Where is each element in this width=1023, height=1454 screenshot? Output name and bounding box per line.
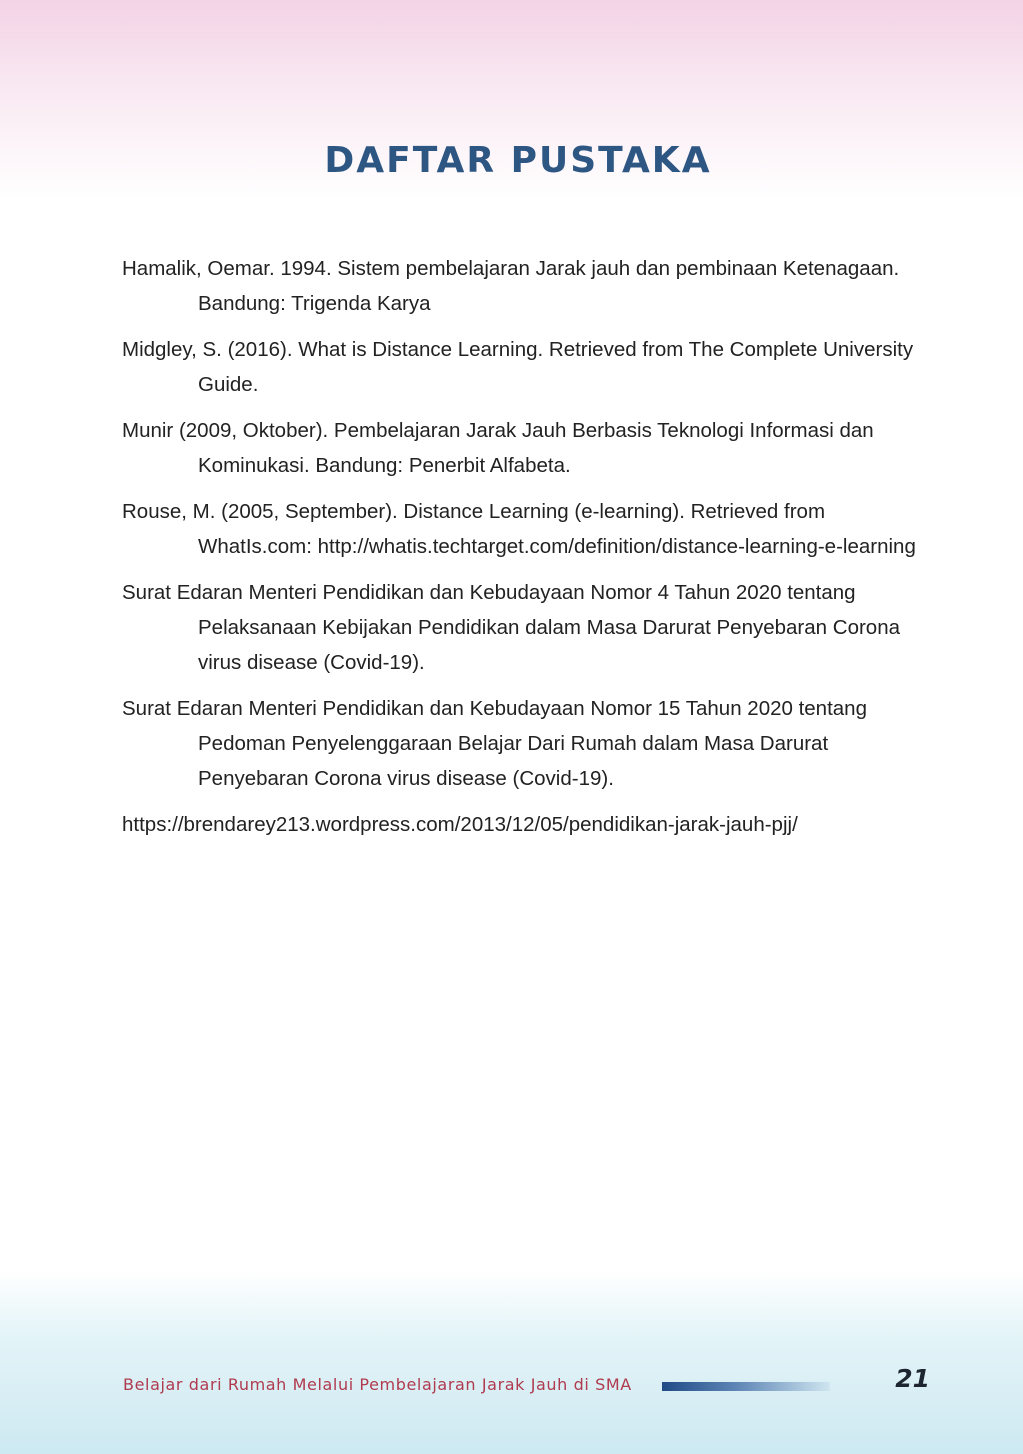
reference-list xyxy=(122,251,922,853)
reference-item: Midgley, S. (2016). What is Distance Learning. Retrieved from The Complete University Guide. xyxy=(122,338,914,396)
reference-item: https://brendarey213.wordpress.com/2013/12/05/pendidikan-jarak-jauh-pjj/ xyxy=(122,813,798,836)
reference-item: Surat Edaran Menteri Pendidikan dan Kebudayaan Nomor 4 Tahun 2020 tentang Pelaksanaan Kebijakan Pendidikan dalam Masa Darurat Penyebaran Corona virus disease (Covid-19). xyxy=(122,581,900,674)
footer-gradient-band xyxy=(0,1270,1023,1454)
reference-item: Surat Edaran Menteri Pendidikan dan Kebudayaan Nomor 15 Tahun 2020 tentang Pedoman Penyelenggaraan Belajar Dari Rumah dalam Masa Darurat Penyebaran Corona virus disease (Covid-19). xyxy=(122,697,867,790)
footer-decorative-bar xyxy=(662,1382,830,1391)
reference-item: Munir (2009, Oktober). Pembelajaran Jarak Jauh Berbasis Teknologi Informasi dan Kominukasi. Bandung: Penerbit Alfabeta. xyxy=(122,419,874,477)
page-number: 21 xyxy=(895,1364,930,1393)
reference-item: Hamalik, Oemar. 1994. Sistem pembelajaran Jarak jauh dan pembinaan Ketenagaan. Bandung: Trigenda Karya xyxy=(122,257,900,315)
page-title: DAFTAR PUSTAKA xyxy=(324,140,712,181)
reference-item: Rouse, M. (2005, September). Distance Learning (e-learning). Retrieved from WhatIs.com: http://whatis.techtarget.com/definition/distance-learning-e-learning xyxy=(122,500,916,558)
footer-book-title: Belajar dari Rumah Melalui Pembelajaran Jarak Jauh di SMA xyxy=(123,1375,632,1394)
